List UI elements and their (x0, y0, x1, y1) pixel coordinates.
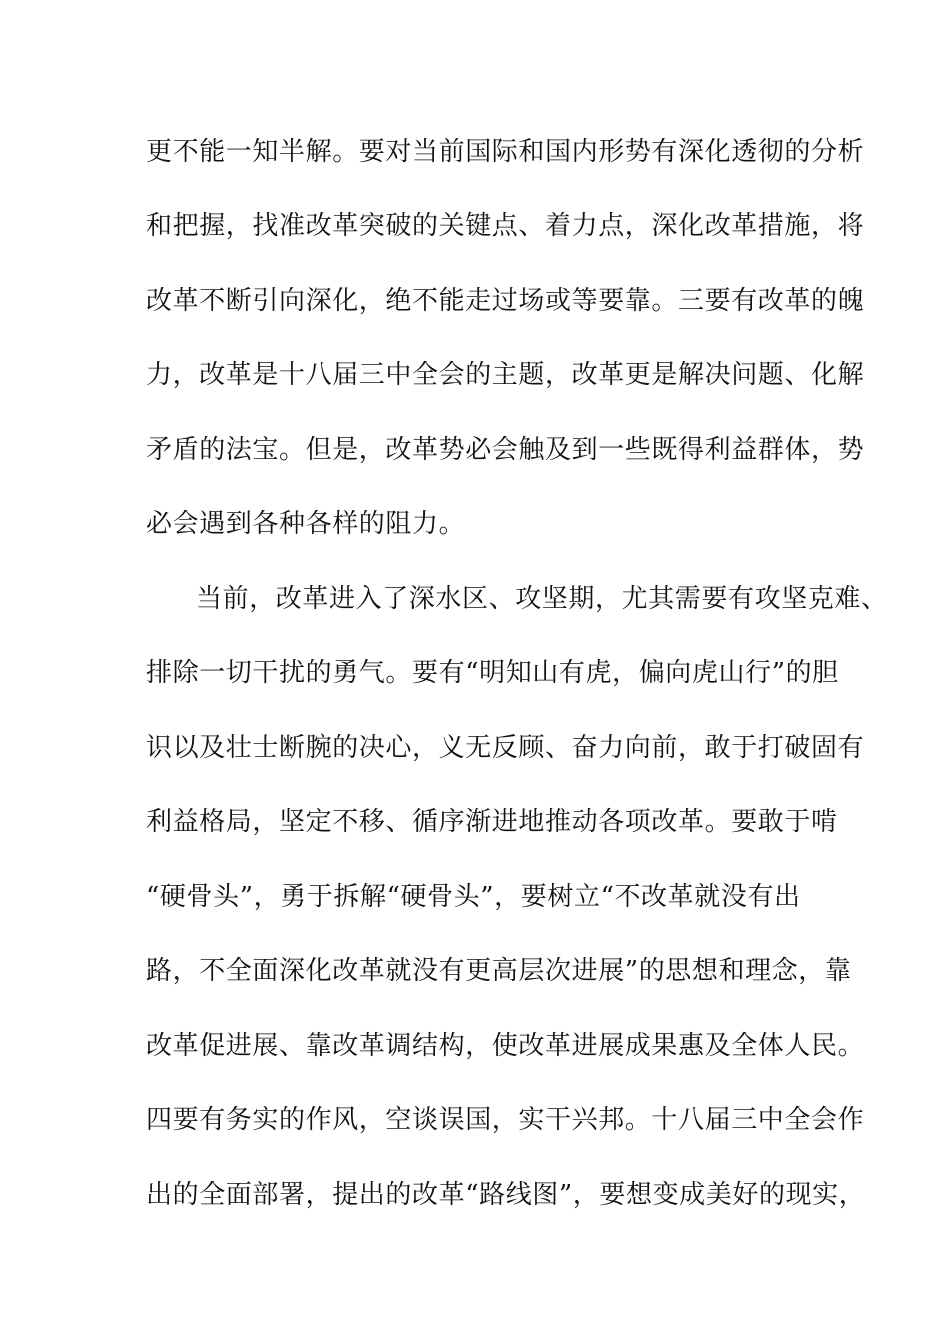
text-line: 和把握，找准改革突破的关键点、着力点，深化改革措施，将 (146, 211, 865, 241)
text-line: 路，不全面深化改革就没有更高层次进展”的思想和理念，靠 (146, 956, 852, 986)
text-line: 出的全面部署，提出的改革“路线图”，要想变成美好的现实， (146, 1180, 866, 1210)
text-line: 利益格局，坚定不移、循序渐进地推动各项改革。要敢于啃 (146, 807, 838, 837)
paragraph-first-line: 当前，改革进入了深水区、攻坚期，尤其需要有攻坚克难、 (196, 584, 888, 614)
text-line: “硬骨头”，勇于拆解“硬骨头”，要树立“不改革就没有出 (146, 882, 801, 912)
text-line: 必会遇到各种各样的阻力。 (146, 509, 466, 539)
text-line: 改革促进展、靠改革调结构，使改革进展成果惠及全体人民。 (146, 1031, 865, 1061)
text-line: 识以及壮士断腕的决心，义无反顾、奋力向前，敢于打破固有 (146, 733, 865, 763)
text-line: 矛盾的法宝。但是，改革势必会触及到一些既得利益群体，势 (146, 435, 865, 465)
text-line: 改革不断引向深化，绝不能走过场或等要靠。三要有改革的魄 (146, 286, 865, 316)
text-line: 力，改革是十八届三中全会的主题，改革更是解决问题、化解 (146, 360, 865, 390)
text-line: 四要有务实的作风，空谈误国，实干兴邦。十八届三中全会作 (146, 1105, 865, 1135)
text-line: 排除一切干扰的勇气。要有“明知山有虎，偏向虎山行”的胆 (146, 658, 839, 688)
text-line: 更不能一知半解。要对当前国际和国内形势有深化透彻的分析 (146, 137, 865, 167)
